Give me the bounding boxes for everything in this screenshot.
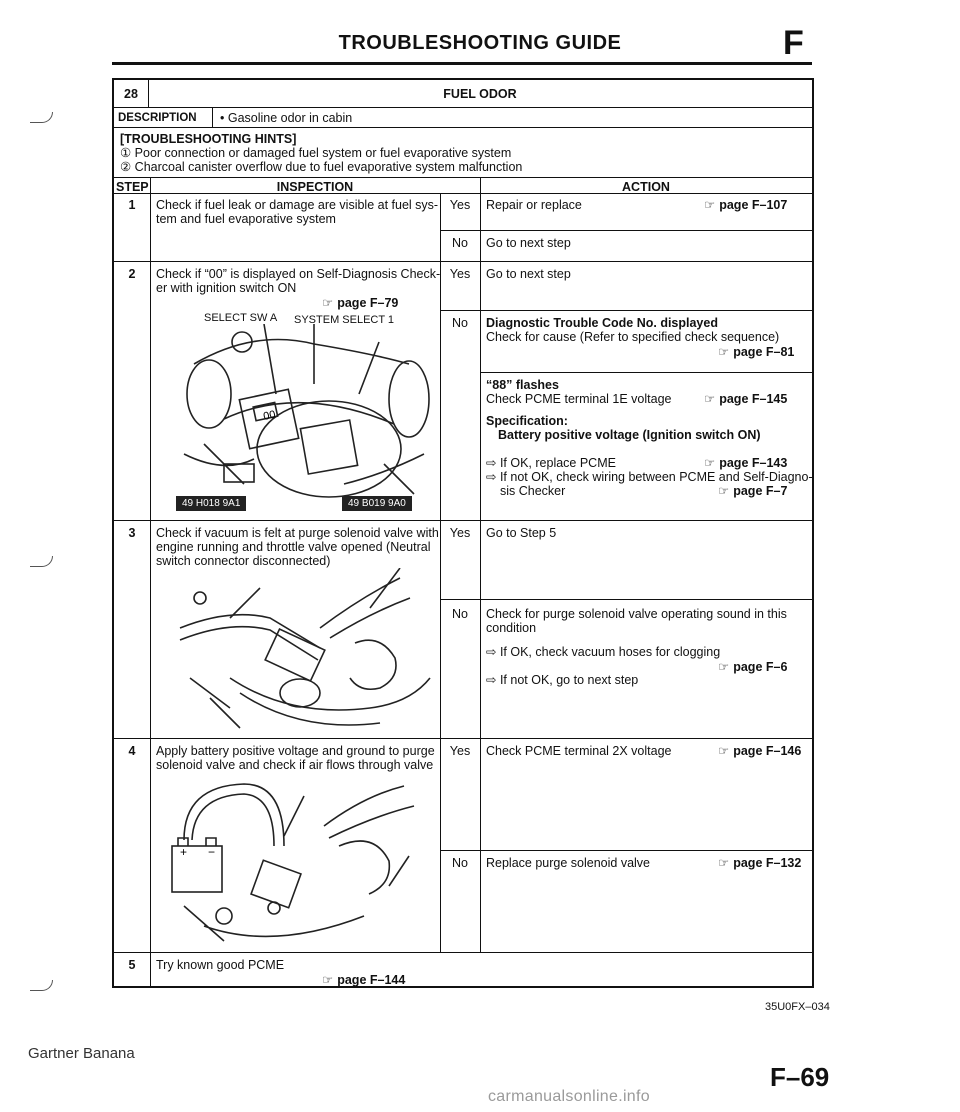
no-label: No	[452, 316, 468, 330]
page-reference: ☞ page F–6	[718, 660, 788, 674]
label-select-sw: SELECT SW A	[204, 312, 278, 324]
step-1-yes-action: Repair or replace	[486, 198, 582, 212]
if-not-ok-line: ⇨ If not OK, go to next step	[486, 673, 639, 687]
pointing-hand-icon: ☞	[704, 392, 716, 406]
page-reference: ☞ page F–79	[322, 296, 399, 310]
display-readout: 00	[262, 408, 277, 423]
tool-badge: 49 B019 9A0	[342, 496, 412, 511]
figure-code: 35U0FX–034	[765, 1001, 830, 1013]
pointing-hand-icon: ☞	[718, 744, 730, 758]
step-5-inspection-line: Try known good PCME	[156, 958, 285, 972]
step-3-yes-action: Go to Step 5	[486, 526, 557, 540]
page-reference: ☞ page F–145	[704, 392, 788, 406]
flashes-title: “88” flashes	[486, 378, 559, 392]
step-3-no-text-2: condition	[486, 621, 537, 635]
page-reference: ☞ page F–107	[704, 198, 788, 212]
spec-text: Battery positive voltage (Ignition switch ON)	[498, 428, 761, 442]
col-action: ACTION	[622, 180, 670, 194]
card-title: FUEL ODOR	[443, 87, 517, 101]
step-number: 2	[128, 267, 136, 281]
battery-solenoid-airflow-illustration	[164, 776, 436, 948]
header-rule	[112, 62, 812, 65]
step-number: 3	[128, 526, 136, 540]
spec-title: Specification:	[486, 414, 568, 428]
self-diagnosis-checker-illustration	[164, 324, 434, 504]
margin-tick	[30, 980, 53, 991]
tool-badge: 49 H018 9A1	[176, 496, 246, 511]
step-4-inspection-line: solenoid valve and check if air flows through valve	[156, 758, 434, 772]
page-number: F–69	[770, 1062, 830, 1092]
troubleshooting-table	[112, 78, 814, 988]
watermark-text: Gartner Banana	[28, 1045, 135, 1062]
hints-title: [TROUBLESHOOTING HINTS]	[120, 132, 297, 146]
dtc-displayed-title: Diagnostic Trouble Code No. displayed	[486, 316, 718, 330]
card-number: 28	[124, 87, 138, 101]
step-3-inspection-line: Check if vacuum is felt at purge solenoid valve with	[156, 526, 439, 540]
step-3-inspection-line: engine running and throttle valve opened (Neutral	[156, 540, 431, 554]
step-1-no-action: Go to next step	[486, 236, 571, 250]
section-letter: F	[783, 24, 804, 62]
step-1-inspection-line: Check if fuel leak or damage are visible at fuel sys-	[156, 198, 439, 212]
page-reference: ☞ page F–146	[718, 744, 802, 758]
pointing-hand-icon: ☞	[322, 973, 334, 987]
page-reference: ☞ page F–81	[718, 345, 795, 359]
no-label: No	[452, 856, 468, 870]
pointing-hand-icon: ☞	[718, 484, 730, 498]
flashes-text: Check PCME terminal 1E voltage	[486, 392, 672, 406]
svg-text:−: −	[208, 845, 216, 859]
svg-text:+: +	[180, 845, 188, 859]
pointing-hand-icon: ☞	[718, 856, 730, 870]
step-number: 1	[128, 198, 136, 212]
margin-tick	[30, 112, 53, 123]
page-reference: ☞ page F–144	[322, 973, 406, 987]
step-2-inspection-line: er with ignition switch ON	[156, 281, 297, 295]
if-ok-line: ⇨ If OK, replace PCME	[486, 456, 616, 470]
step-1-inspection-line: tem and fuel evaporative system	[156, 212, 336, 226]
if-not-ok-line-2: sis Checker	[500, 484, 566, 498]
yes-label: Yes	[449, 744, 471, 758]
step-2-yes-action: Go to next step	[486, 267, 571, 281]
col-step: STEP	[116, 180, 149, 194]
step-4-yes-action: Check PCME terminal 2X voltage	[486, 744, 672, 758]
step-4-inspection-line: Apply battery positive voltage and ground to purge	[156, 744, 435, 758]
pointing-hand-icon: ☞	[718, 660, 730, 674]
label-system-select: SYSTEM SELECT 1	[294, 314, 395, 326]
description-text: • Gasoline odor in cabin	[220, 111, 353, 125]
page-reference: ☞ page F–132	[718, 856, 802, 870]
step-number: 5	[128, 958, 136, 972]
page-title: TROUBLESHOOTING GUIDE	[338, 32, 622, 54]
if-ok-line: ⇨ If OK, check vacuum hoses for clogging	[486, 645, 721, 659]
hint-1: ① Poor connection or damaged fuel system or fuel evaporative system	[120, 146, 512, 160]
step-3-inspection-line: switch connector disconnected)	[156, 554, 331, 568]
yes-label: Yes	[449, 198, 471, 212]
page-reference: ☞ page F–143	[704, 456, 788, 470]
page-reference: ☞ page F–7	[718, 484, 788, 498]
step-4-no-action: Replace purge solenoid valve	[486, 856, 650, 870]
pointing-hand-icon: ☞	[322, 296, 334, 310]
no-label: No	[452, 236, 468, 250]
col-inspection: INSPECTION	[276, 180, 354, 194]
pointing-hand-icon: ☞	[718, 345, 730, 359]
no-label: No	[452, 607, 468, 621]
label-test-sw: TEST SW	[372, 343, 421, 355]
yes-label: Yes	[449, 526, 471, 540]
step-3-no-text: Check for purge solenoid valve operating sound in this	[486, 607, 787, 621]
yes-label: Yes	[449, 267, 471, 281]
if-not-ok-line: ⇨ If not OK, check wiring between PCME and Self-Diagno-	[486, 470, 813, 484]
dtc-displayed-text: Check for cause (Refer to specified check sequence)	[486, 330, 780, 344]
description-label: DESCRIPTION	[118, 112, 197, 124]
label-test-sw-2: SEFT TEST	[372, 356, 431, 368]
pointing-hand-icon: ☞	[704, 456, 716, 470]
pointing-hand-icon: ☞	[704, 198, 716, 212]
footer-site: carmanualsonline.info	[488, 1088, 650, 1105]
step-2-inspection-line: Check if “00” is displayed on Self-Diagnosis Check-	[156, 267, 441, 281]
step-number: 4	[128, 744, 136, 758]
margin-tick	[30, 556, 53, 567]
purge-solenoid-vacuum-illustration	[170, 568, 436, 734]
hint-2: ② Charcoal canister overflow due to fuel evaporative system malfunction	[120, 160, 523, 174]
